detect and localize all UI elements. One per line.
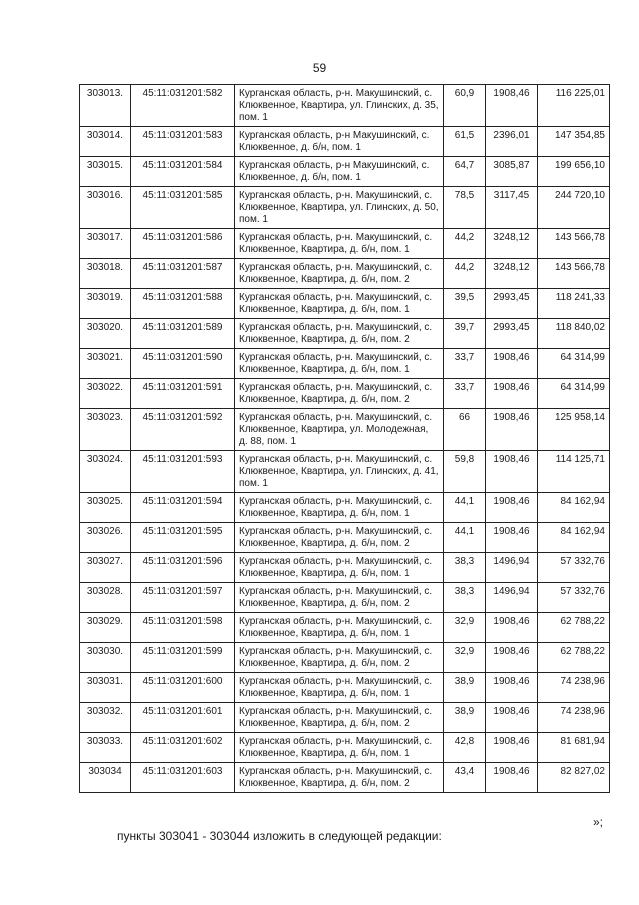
cell-item-number: 303031. <box>80 673 131 703</box>
cell-area: 43,4 <box>444 763 486 793</box>
cell-total-value: 244 720,10 <box>538 187 610 229</box>
cell-area: 38,9 <box>444 673 486 703</box>
cell-address: Курганская область, р-н. Макушинский, с. Клюквенное, Квартира, д. б/н, пом. 2 <box>235 319 444 349</box>
cell-unit-price: 2396,01 <box>486 127 538 157</box>
cell-unit-price: 1908,46 <box>486 379 538 409</box>
cell-area: 44,1 <box>444 523 486 553</box>
cell-total-value: 57 332,76 <box>538 583 610 613</box>
cell-item-number: 303024. <box>80 451 131 493</box>
cell-item-number: 303032. <box>80 703 131 733</box>
cell-cadastral-number: 45:11:031201:599 <box>131 643 235 673</box>
cell-total-value: 125 958,14 <box>538 409 610 451</box>
cell-unit-price: 1908,46 <box>486 613 538 643</box>
cell-total-value: 84 162,94 <box>538 523 610 553</box>
cell-total-value: 143 566,78 <box>538 259 610 289</box>
cell-area: 32,9 <box>444 613 486 643</box>
cell-total-value: 143 566,78 <box>538 229 610 259</box>
cell-item-number: 303027. <box>80 553 131 583</box>
table-row <box>80 643 610 673</box>
cell-item-number: 303016. <box>80 187 131 229</box>
cell-unit-price: 1908,46 <box>486 643 538 673</box>
table-row <box>80 379 610 409</box>
cell-item-number: 303013. <box>80 85 131 127</box>
cell-address: Курганская область, р-н. Макушинский, с. Клюквенное, Квартира, д. б/н, пом. 2 <box>235 703 444 733</box>
cell-area: 60,9 <box>444 85 486 127</box>
cell-unit-price: 3085,87 <box>486 157 538 187</box>
cell-address: Курганская область, р-н. Макушинский, с. Клюквенное, Квартира, д. б/н, пом. 1 <box>235 733 444 763</box>
table-row <box>80 259 610 289</box>
cell-total-value: 74 238,96 <box>538 703 610 733</box>
cell-area: 64,7 <box>444 157 486 187</box>
cell-area: 44,2 <box>444 259 486 289</box>
cell-area: 39,7 <box>444 319 486 349</box>
cell-item-number: 303034 <box>80 763 131 793</box>
cell-address: Курганская область, р-н. Макушинский, с. Клюквенное, Квартира, д. б/н, пом. 1 <box>235 289 444 319</box>
property-table-body <box>80 85 610 793</box>
page-number: 59 <box>312 61 327 75</box>
table-row <box>80 229 610 259</box>
cell-item-number: 303028. <box>80 583 131 613</box>
cell-unit-price: 1908,46 <box>486 733 538 763</box>
cell-cadastral-number: 45:11:031201:602 <box>131 733 235 763</box>
cell-area: 59,8 <box>444 451 486 493</box>
amendment-text: пункты 303041 - 303044 изложить в следующей редакции: <box>117 829 442 843</box>
cell-unit-price: 3248,12 <box>486 229 538 259</box>
cell-address: Курганская область, р-н. Макушинский, с. Клюквенное, Квартира, ул. Глинских, д. 35, пом. 1 <box>235 85 444 127</box>
table-row <box>80 553 610 583</box>
table-row <box>80 451 610 493</box>
cell-item-number: 303021. <box>80 349 131 379</box>
cell-cadastral-number: 45:11:031201:595 <box>131 523 235 553</box>
cell-address: Курганская область, р-н. Макушинский, с. Клюквенное, Квартира, ул. Глинских, д. 50, пом. 1 <box>235 187 444 229</box>
cell-cadastral-number: 45:11:031201:593 <box>131 451 235 493</box>
cell-total-value: 64 314,99 <box>538 349 610 379</box>
cell-area: 38,3 <box>444 553 486 583</box>
cell-unit-price: 1908,46 <box>486 451 538 493</box>
cell-cadastral-number: 45:11:031201:603 <box>131 763 235 793</box>
cell-unit-price: 2993,45 <box>486 289 538 319</box>
cell-total-value: 114 125,71 <box>538 451 610 493</box>
closing-quote: »; <box>593 815 604 829</box>
table-row <box>80 319 610 349</box>
cell-address: Курганская область, р-н. Макушинский, с. Клюквенное, Квартира, д. б/н, пом. 1 <box>235 493 444 523</box>
cell-area: 33,7 <box>444 349 486 379</box>
cell-item-number: 303022. <box>80 379 131 409</box>
cell-item-number: 303014. <box>80 127 131 157</box>
cell-unit-price: 1908,46 <box>486 493 538 523</box>
cell-item-number: 303026. <box>80 523 131 553</box>
cell-unit-price: 3248,12 <box>486 259 538 289</box>
table-row <box>80 523 610 553</box>
cell-cadastral-number: 45:11:031201:594 <box>131 493 235 523</box>
cell-unit-price: 1908,46 <box>486 763 538 793</box>
cell-total-value: 84 162,94 <box>538 493 610 523</box>
cell-cadastral-number: 45:11:031201:598 <box>131 613 235 643</box>
cell-unit-price: 1908,46 <box>486 703 538 733</box>
cell-cadastral-number: 45:11:031201:589 <box>131 319 235 349</box>
cell-cadastral-number: 45:11:031201:596 <box>131 553 235 583</box>
cell-cadastral-number: 45:11:031201:601 <box>131 703 235 733</box>
cell-unit-price: 1908,46 <box>486 85 538 127</box>
cell-item-number: 303019. <box>80 289 131 319</box>
cell-total-value: 82 827,02 <box>538 763 610 793</box>
cell-item-number: 303025. <box>80 493 131 523</box>
cell-unit-price: 2993,45 <box>486 319 538 349</box>
cell-area: 38,9 <box>444 703 486 733</box>
cell-total-value: 118 840,02 <box>538 319 610 349</box>
table-row <box>80 157 610 187</box>
cell-total-value: 62 788,22 <box>538 643 610 673</box>
cell-item-number: 303033. <box>80 733 131 763</box>
cell-cadastral-number: 45:11:031201:592 <box>131 409 235 451</box>
cell-total-value: 57 332,76 <box>538 553 610 583</box>
cell-item-number: 303015. <box>80 157 131 187</box>
cell-address: Курганская область, р-н. Макушинский, с. Клюквенное, Квартира, д. б/н, пом. 1 <box>235 349 444 379</box>
table-row <box>80 703 610 733</box>
cell-area: 66 <box>444 409 486 451</box>
cell-area: 33,7 <box>444 379 486 409</box>
table-row <box>80 733 610 763</box>
cell-address: Курганская область, р-н. Макушинский, с. Клюквенное, Квартира, д. б/н, пом. 1 <box>235 553 444 583</box>
table-row <box>80 583 610 613</box>
cell-area: 61,5 <box>444 127 486 157</box>
cell-area: 39,5 <box>444 289 486 319</box>
cell-cadastral-number: 45:11:031201:597 <box>131 583 235 613</box>
cell-cadastral-number: 45:11:031201:591 <box>131 379 235 409</box>
cell-cadastral-number: 45:11:031201:582 <box>131 85 235 127</box>
cell-address: Курганская область, р-н. Макушинский, с. Клюквенное, Квартира, д. б/н, пом. 2 <box>235 523 444 553</box>
cell-address: Курганская область, р-н. Макушинский, с. Клюквенное, Квартира, д. б/н, пом. 2 <box>235 259 444 289</box>
table-row <box>80 613 610 643</box>
cell-unit-price: 1908,46 <box>486 409 538 451</box>
cell-item-number: 303018. <box>80 259 131 289</box>
cell-address: Курганская область, р-н. Макушинский, с. Клюквенное, Квартира, ул. Глинских, д. 41, пом. 1 <box>235 451 444 493</box>
cell-address: Курганская область, р-н. Макушинский, с. Клюквенное, Квартира, д. б/н, пом. 1 <box>235 229 444 259</box>
cell-total-value: 199 656,10 <box>538 157 610 187</box>
cell-unit-price: 3117,45 <box>486 187 538 229</box>
cell-unit-price: 1496,94 <box>486 583 538 613</box>
cell-address: Курганская область, р-н. Макушинский, с. Клюквенное, Квартира, д. б/н, пом. 2 <box>235 379 444 409</box>
table-row <box>80 493 610 523</box>
cell-address: Курганская область, р-н. Макушинский, с. Клюквенное, Квартира, д. б/н, пом. 1 <box>235 673 444 703</box>
cell-cadastral-number: 45:11:031201:600 <box>131 673 235 703</box>
cell-address: Курганская область, р-н. Макушинский, с. Клюквенное, Квартира, д. б/н, пом. 2 <box>235 763 444 793</box>
table-row <box>80 85 610 127</box>
cell-cadastral-number: 45:11:031201:584 <box>131 157 235 187</box>
cell-unit-price: 1496,94 <box>486 553 538 583</box>
property-table <box>79 84 610 793</box>
cell-total-value: 62 788,22 <box>538 613 610 643</box>
table-row <box>80 187 610 229</box>
cell-cadastral-number: 45:11:031201:590 <box>131 349 235 379</box>
cell-address: Курганская область, р-н Макушинский, с. Клюквенное, д. б/н, пом. 1 <box>235 127 444 157</box>
cell-area: 42,8 <box>444 733 486 763</box>
cell-item-number: 303020. <box>80 319 131 349</box>
cell-cadastral-number: 45:11:031201:586 <box>131 229 235 259</box>
cell-item-number: 303017. <box>80 229 131 259</box>
cell-address: Курганская область, р-н. Макушинский, с. Клюквенное, Квартира, ул. Молодежная, д. 88, пом. 1 <box>235 409 444 451</box>
cell-cadastral-number: 45:11:031201:587 <box>131 259 235 289</box>
cell-unit-price: 1908,46 <box>486 673 538 703</box>
cell-item-number: 303029. <box>80 613 131 643</box>
cell-unit-price: 1908,46 <box>486 523 538 553</box>
cell-area: 44,2 <box>444 229 486 259</box>
cell-cadastral-number: 45:11:031201:588 <box>131 289 235 319</box>
cell-item-number: 303023. <box>80 409 131 451</box>
table-row <box>80 289 610 319</box>
cell-area: 78,5 <box>444 187 486 229</box>
cell-cadastral-number: 45:11:031201:585 <box>131 187 235 229</box>
cell-total-value: 81 681,94 <box>538 733 610 763</box>
cell-cadastral-number: 45:11:031201:583 <box>131 127 235 157</box>
cell-total-value: 118 241,33 <box>538 289 610 319</box>
cell-total-value: 64 314,99 <box>538 379 610 409</box>
cell-item-number: 303030. <box>80 643 131 673</box>
cell-address: Курганская область, р-н Макушинский, с. Клюквенное, д. б/н, пом. 1 <box>235 157 444 187</box>
table-row <box>80 409 610 451</box>
cell-area: 44,1 <box>444 493 486 523</box>
table-row <box>80 673 610 703</box>
cell-total-value: 116 225,01 <box>538 85 610 127</box>
table-row <box>80 349 610 379</box>
cell-address: Курганская область, р-н. Макушинский, с. Клюквенное, Квартира, д. б/н, пом. 2 <box>235 583 444 613</box>
cell-unit-price: 1908,46 <box>486 349 538 379</box>
cell-area: 32,9 <box>444 643 486 673</box>
table-row <box>80 763 610 793</box>
cell-address: Курганская область, р-н. Макушинский, с. Клюквенное, Квартира, д. б/н, пом. 2 <box>235 643 444 673</box>
cell-total-value: 74 238,96 <box>538 673 610 703</box>
table-row <box>80 127 610 157</box>
cell-address: Курганская область, р-н. Макушинский, с. Клюквенное, Квартира, д. б/н, пом. 1 <box>235 613 444 643</box>
cell-total-value: 147 354,85 <box>538 127 610 157</box>
cell-area: 38,3 <box>444 583 486 613</box>
